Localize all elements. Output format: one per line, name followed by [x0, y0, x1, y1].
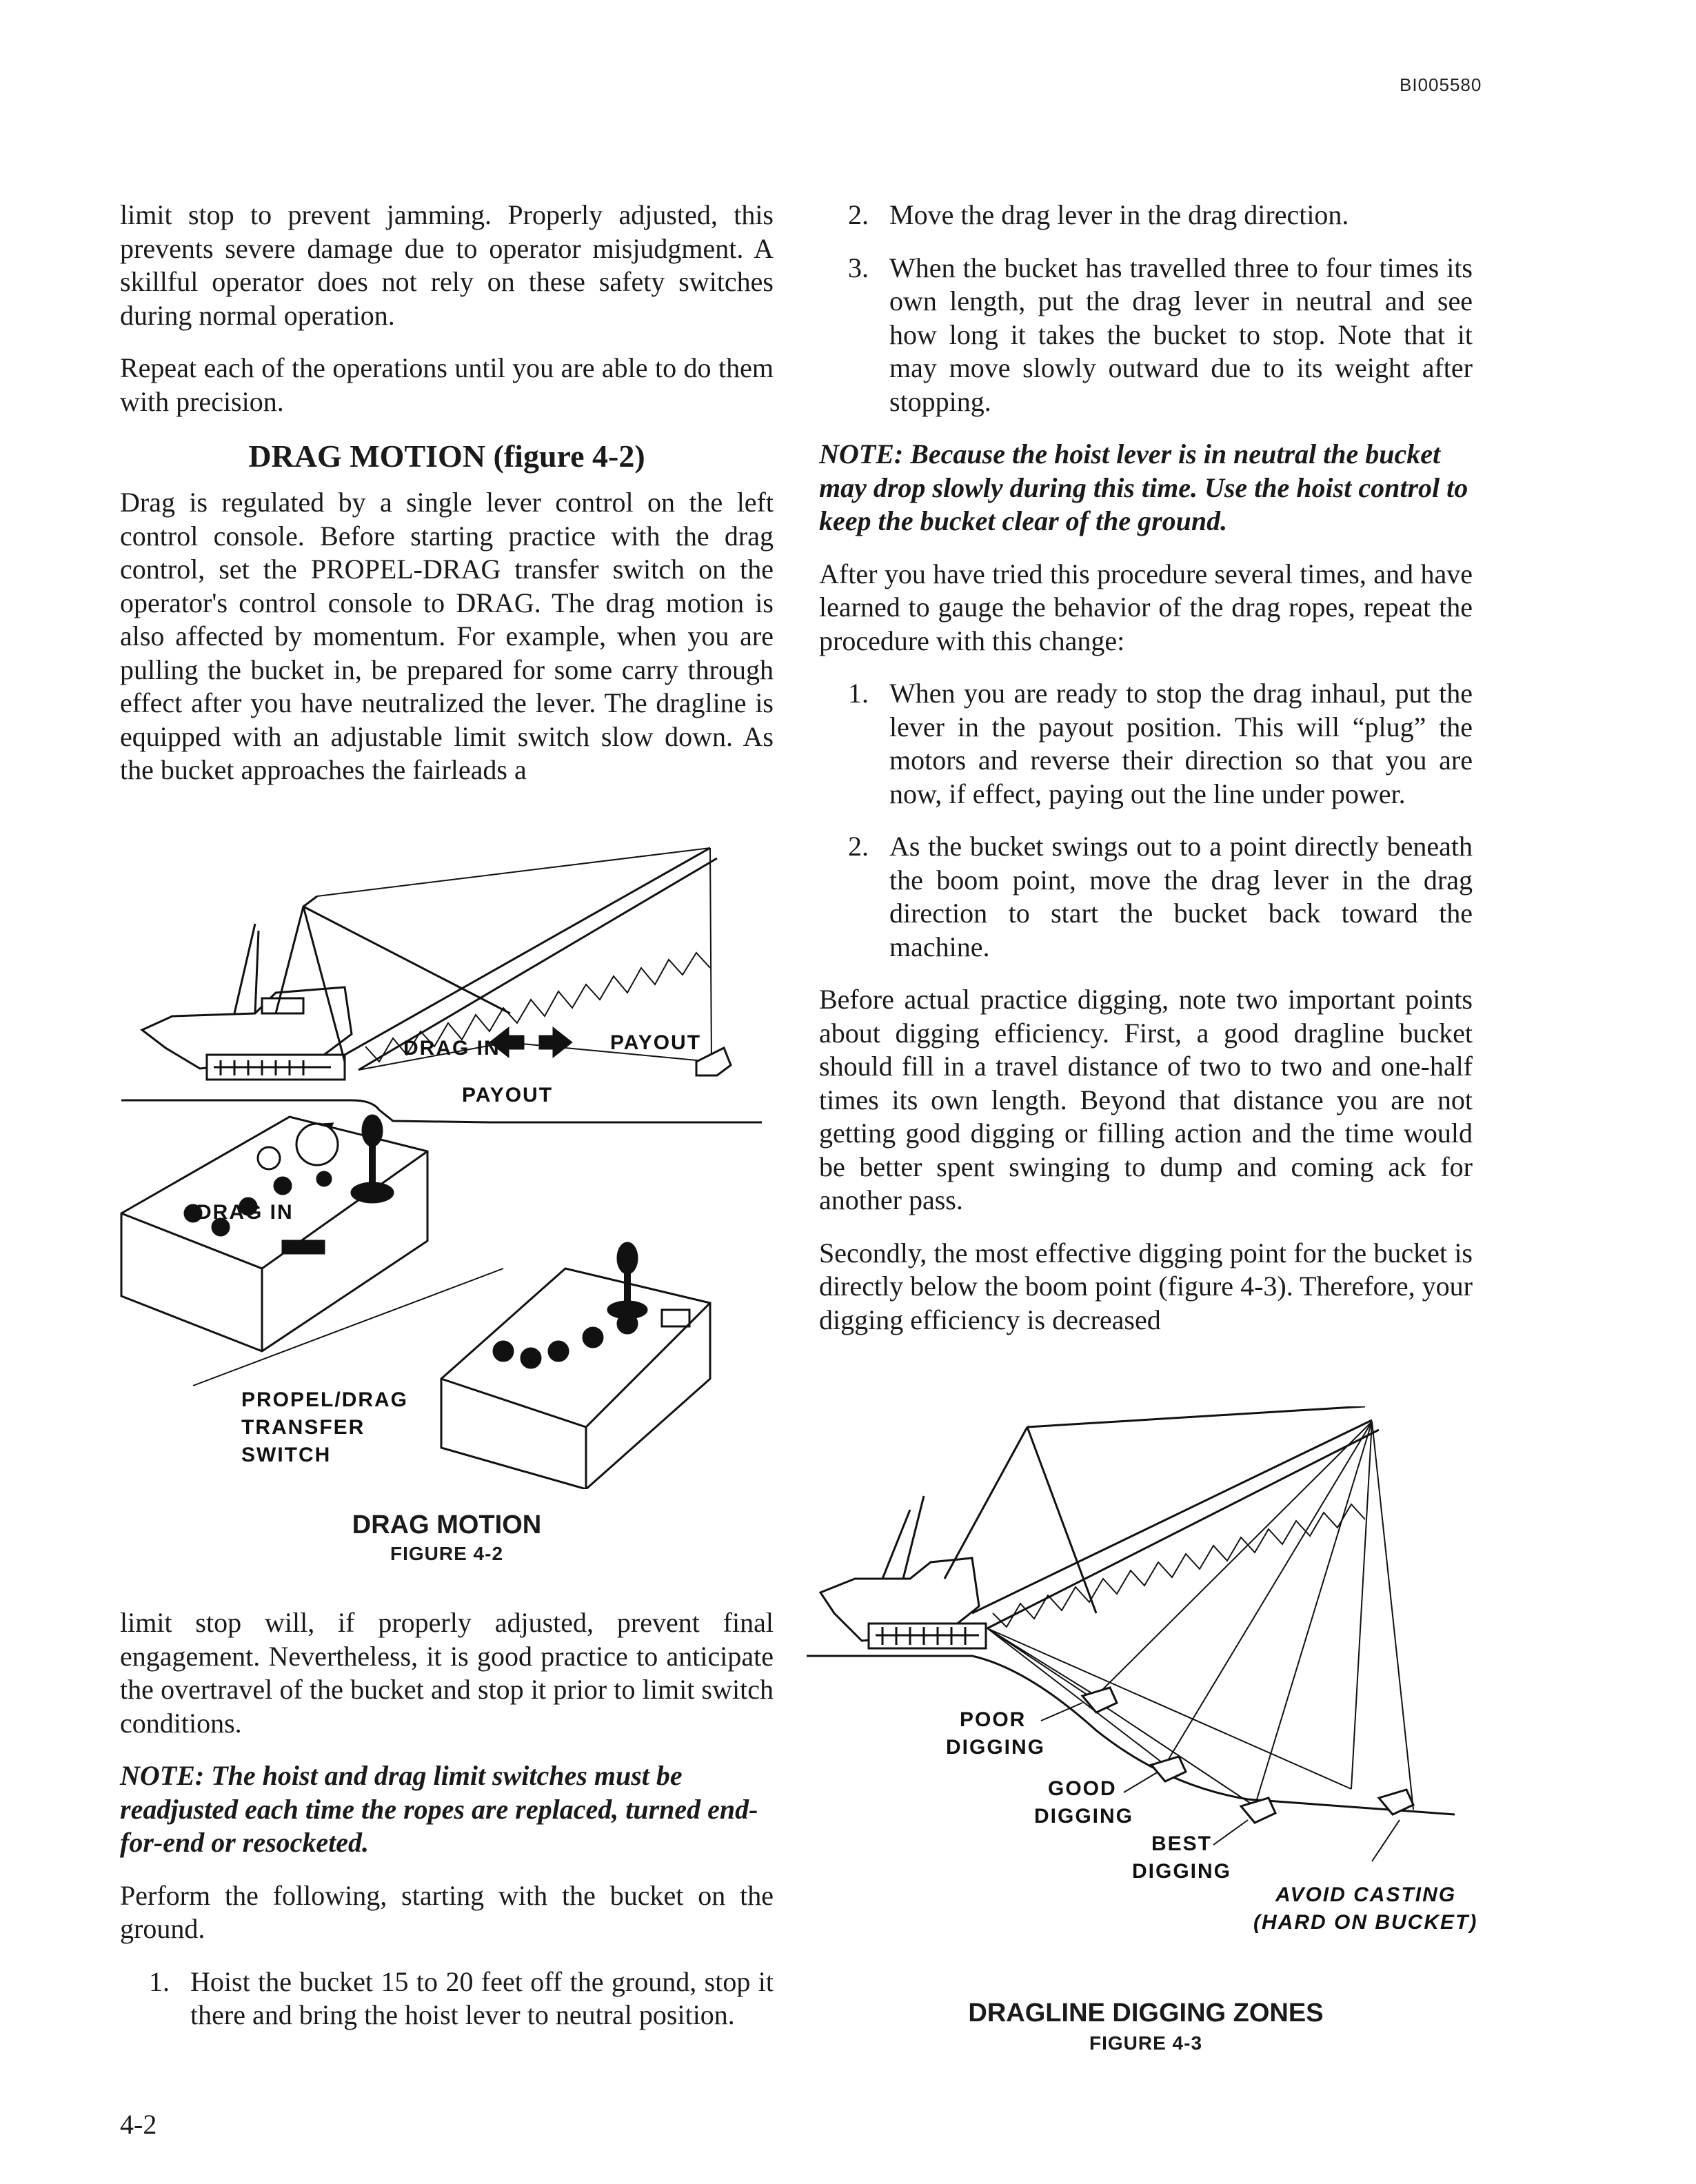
- list-number: 3.: [848, 252, 869, 283]
- switch-label: SWITCH: [241, 1444, 332, 1466]
- zone-label: AVOID CASTING: [1275, 1883, 1457, 1906]
- figure-number: FIGURE 4-2: [390, 1543, 504, 1564]
- paragraph: Drag is regulated by a single lever control on the left control console. Before starting practice with the drag control, set the PROPEL-DRAG transfer switch on the operator's control console to DRAG. The drag motion is also affected by momentum. For example, when you are pulling the bucket in, be prepared for some carry through effect after you have neutralized the lever. The dragline is equipped with an adjustable limit switch slow down. As the bucket approaches the fairleads a: [120, 487, 774, 785]
- list-item: [120, 1965, 774, 2032]
- left-column-bottom: [120, 1606, 774, 2052]
- note: NOTE: The hoist and drag limit switches must be readjusted each time the ropes are replaced, turned end-for-end or resocketed.: [120, 1760, 758, 1858]
- paragraph: Secondly, the most effective digging point for the bucket is directly below the boom point (figure 4-3). Therefore, your digging efficiency is decreased: [819, 1237, 1473, 1335]
- paragraph: Perform the following, starting with the bucket on the ground.: [120, 1879, 774, 1944]
- list-number: 1.: [848, 678, 869, 709]
- section-heading: DRAG MOTION (figure 4-2): [248, 438, 645, 474]
- document-id: BI005580: [1400, 74, 1482, 95]
- paragraph: Before actual practice digging, note two important points about digging efficiency. First, a good dragline bucket should fill in a travel distance of two to two and one-half times its own length. Beyond that distance you are not getting good digging or filling action and the time would be better spent swinging to dump and coming ack for another pass.: [819, 984, 1473, 1215]
- page-number: 4-2: [120, 2109, 157, 2140]
- figure-dragline-digging-zones: [807, 1406, 1482, 1958]
- paragraph: limit stop will, if properly adjusted, prevent final engagement. Nevertheless, it is good practice to anticipate the overtravel of the bucket and stop it prior to limit switch conditions.: [120, 1607, 774, 1739]
- zone-label: DIGGING: [946, 1736, 1046, 1759]
- list-item: [819, 252, 1473, 419]
- zone-label: (HARD ON BUCKET): [1253, 1911, 1478, 1934]
- left-column-top: [120, 199, 774, 807]
- list-text: When the bucket has travelled three to four times its own length, put the drag lever in neutral and see how long it takes the bucket to stop. Note that it may move slowly outward due to its weight after stopping.: [889, 252, 1473, 417]
- zone-label: DIGGING: [1034, 1805, 1134, 1828]
- switch-label: PROPEL/DRAG: [241, 1388, 409, 1411]
- switch-label: TRANSFER: [241, 1416, 365, 1439]
- paragraph: After you have tried this procedure several times, and have learned to gauge the behavior of the drag ropes, repeat the procedure with this change:: [819, 558, 1473, 656]
- zone-label: POOR: [960, 1708, 1027, 1731]
- list-text: When you are ready to stop the drag inhaul, put the lever in the payout position. This will “plug” the motors and reverse their direction so that you are now, if effect, paying out the line under power.: [889, 678, 1473, 809]
- zone-label: GOOD: [1048, 1777, 1117, 1800]
- drag-in-console-label: DRAG IN: [196, 1201, 294, 1224]
- figure-title: DRAGLINE DIGGING ZONES: [968, 1999, 1324, 2028]
- payout-label: PAYOUT: [610, 1031, 702, 1054]
- list-item: [819, 830, 1473, 964]
- list-item: [819, 677, 1473, 811]
- paragraph: Repeat each of the operations until you are able to do them with precision.: [120, 352, 774, 417]
- list-number: 1.: [149, 1965, 170, 1997]
- list-text: As the bucket swings out to a point directly beneath the boom point, move the drag lever in the drag direction to start the bucket back toward the machine.: [889, 831, 1473, 962]
- list-text: Move the drag lever in the drag direction.: [889, 199, 1349, 230]
- list-number: 2.: [848, 199, 869, 230]
- figure-drag-motion: [117, 827, 779, 1489]
- zone-label: BEST: [1151, 1832, 1213, 1855]
- zone-label: DIGGING: [1132, 1860, 1232, 1883]
- drag-in-label: DRAG IN: [403, 1037, 501, 1060]
- right-column: [819, 199, 1473, 1356]
- note: NOTE: Because the hoist lever is in neutral the bucket may drop slowly during this time. Use the hoist control to keep the bucket clear of the ground.: [819, 438, 1468, 536]
- paragraph: limit stop to prevent jamming. Properly adjusted, this prevents severe damage due to operator misjudgment. A skillful operator does not rely on these safety switches during normal operation.: [120, 199, 774, 331]
- list-text: Hoist the bucket 15 to 20 feet off the ground, stop it there and bring the hoist lever to neutral position.: [190, 1965, 774, 2030]
- list-number: 2.: [848, 831, 869, 862]
- figure-number: FIGURE 4-3: [1089, 2032, 1203, 2054]
- list-item: [819, 199, 1473, 232]
- figure-title: DRAG MOTION: [352, 1510, 542, 1539]
- payout-label: PAYOUT: [462, 1084, 554, 1106]
